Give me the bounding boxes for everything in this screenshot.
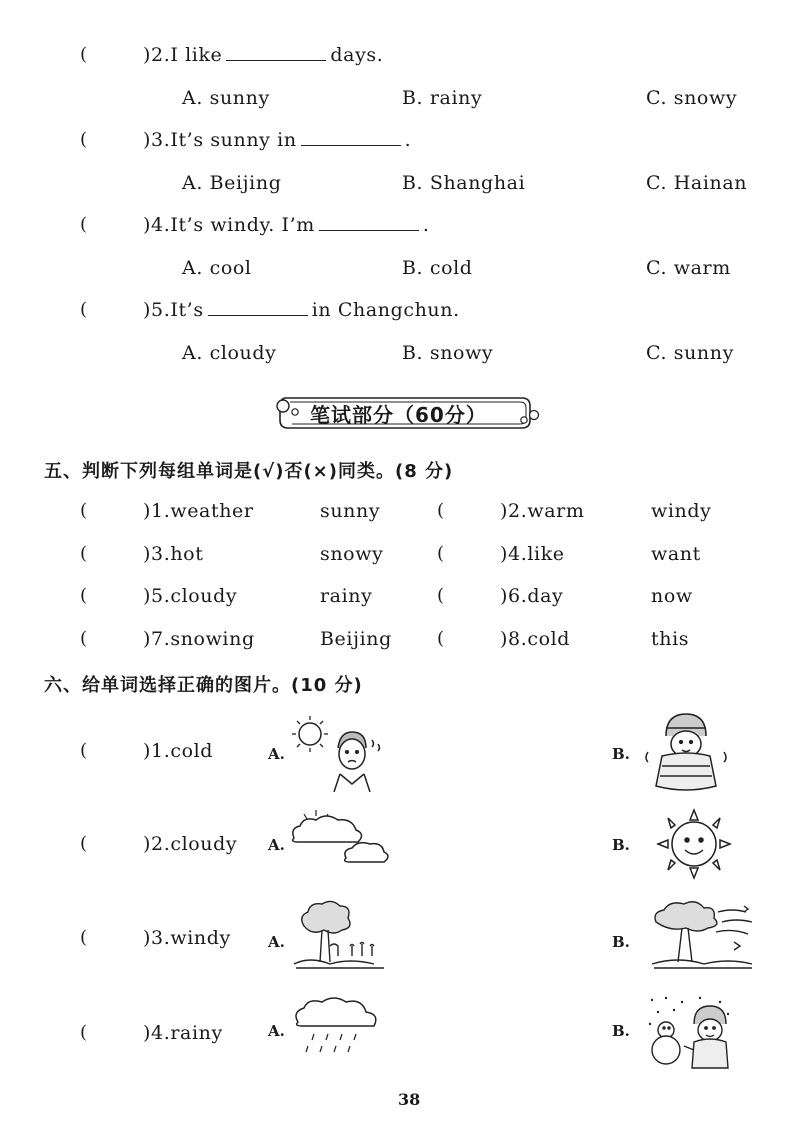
answer-blank[interactable] xyxy=(301,131,401,146)
question-text: It’s xyxy=(170,299,204,321)
choice-b-label[interactable]: B. xyxy=(612,745,630,763)
choice-a-label[interactable]: A. xyxy=(268,933,285,951)
choice-a-label[interactable]: A. xyxy=(268,1022,285,1040)
pair-right xyxy=(500,628,570,650)
pair-number: )3. xyxy=(143,543,171,565)
question-text-end: in Changchun. xyxy=(311,299,460,321)
question-text: It’s sunny in xyxy=(170,129,297,151)
answer-paren[interactable]: ( xyxy=(437,628,445,649)
calm-tree-icon[interactable] xyxy=(290,898,390,972)
pair-right xyxy=(500,585,563,607)
question-line xyxy=(143,44,383,66)
answer-paren[interactable]: ( xyxy=(80,1022,88,1043)
answer-paren[interactable]: ( xyxy=(80,44,88,65)
option-c: C. warm xyxy=(646,257,731,279)
question-line xyxy=(143,299,460,321)
pair-number: )8. xyxy=(500,628,528,650)
option-b: B. rainy xyxy=(402,87,483,109)
question-number: )4. xyxy=(143,1022,171,1044)
pair-number: )4. xyxy=(500,543,528,565)
answer-paren[interactable]: ( xyxy=(80,833,88,854)
question-text: It’s windy. I’m xyxy=(170,214,315,236)
answer-paren[interactable]: ( xyxy=(80,214,88,235)
pair-right xyxy=(500,500,584,522)
answer-paren[interactable]: ( xyxy=(437,543,445,564)
answer-blank[interactable] xyxy=(319,216,419,231)
option-a: A. cloudy xyxy=(182,342,277,364)
pair-word-1: like xyxy=(527,543,565,565)
rain-cloud-icon[interactable] xyxy=(290,994,386,1060)
option-c: C. sunny xyxy=(646,342,734,364)
answer-blank[interactable] xyxy=(226,46,326,61)
option-a: A. cool xyxy=(182,257,252,279)
answer-paren[interactable]: ( xyxy=(80,740,88,761)
pair-left xyxy=(143,628,255,650)
option-a: A. sunny xyxy=(182,87,270,109)
answer-paren[interactable]: ( xyxy=(80,585,88,606)
picture-question xyxy=(143,927,231,949)
sun-and-hot-man-icon[interactable] xyxy=(290,712,390,792)
pair-word-1: weather xyxy=(170,500,254,522)
pair-left xyxy=(143,500,254,522)
pair-right xyxy=(500,543,565,565)
pair-word-2: rainy xyxy=(320,585,373,607)
choice-a-label[interactable]: A. xyxy=(268,745,285,763)
pair-word-1: cold xyxy=(527,628,571,650)
answer-paren[interactable]: ( xyxy=(80,628,88,649)
smiling-sun-icon[interactable] xyxy=(654,806,734,882)
section6-heading: 六、给单词选择正确的图片。(10 分) xyxy=(44,675,363,696)
answer-paren[interactable]: ( xyxy=(437,585,445,606)
picture-question xyxy=(143,740,213,762)
pair-number: )7. xyxy=(143,628,171,650)
pair-number: )5. xyxy=(143,585,171,607)
question-word: cloudy xyxy=(170,833,238,855)
question-word: cold xyxy=(170,740,214,762)
pair-word-2: now xyxy=(651,585,693,607)
question-number: )5. xyxy=(143,299,171,321)
answer-paren[interactable]: ( xyxy=(437,500,445,521)
question-line xyxy=(143,214,430,236)
question-number: )2. xyxy=(143,833,171,855)
question-number: )3. xyxy=(143,927,171,949)
question-word: windy xyxy=(170,927,231,949)
answer-paren[interactable]: ( xyxy=(80,129,88,150)
question-number: )2. xyxy=(143,44,171,66)
answer-blank[interactable] xyxy=(208,301,308,316)
option-b: B. snowy xyxy=(402,342,494,364)
question-number: )3. xyxy=(143,129,171,151)
pair-word-2: sunny xyxy=(320,500,381,522)
page-number: 38 xyxy=(398,1090,421,1109)
choice-b-label[interactable]: B. xyxy=(612,836,630,854)
answer-paren[interactable]: ( xyxy=(80,299,88,320)
question-number: )1. xyxy=(143,740,171,762)
picture-question xyxy=(143,1022,223,1044)
pair-left xyxy=(143,543,203,565)
bundled-up-person-icon[interactable] xyxy=(640,706,732,796)
option-c: C. Hainan xyxy=(646,172,748,194)
snowman-child-icon[interactable] xyxy=(644,994,736,1074)
pair-number: )1. xyxy=(143,500,171,522)
picture-question xyxy=(143,833,237,855)
pair-word-1: hot xyxy=(170,543,204,565)
clouds-icon[interactable] xyxy=(286,808,394,870)
pair-number: )2. xyxy=(500,500,528,522)
pair-word-1: snowing xyxy=(170,628,255,650)
question-text-end: days. xyxy=(330,44,384,66)
pair-word-2: want xyxy=(651,543,701,565)
question-text-end: . xyxy=(422,214,430,236)
pair-word-1: warm xyxy=(527,500,585,522)
answer-paren[interactable]: ( xyxy=(80,927,88,948)
question-line xyxy=(143,129,411,151)
option-a: A. Beijing xyxy=(182,172,282,194)
pair-number: )6. xyxy=(500,585,528,607)
question-number: )4. xyxy=(143,214,171,236)
pair-word-2: this xyxy=(651,628,690,650)
answer-paren[interactable]: ( xyxy=(80,500,88,521)
pair-word-1: day xyxy=(527,585,564,607)
choice-a-label[interactable]: A. xyxy=(268,836,285,854)
choice-b-label[interactable]: B. xyxy=(612,1022,630,1040)
option-b: B. cold xyxy=(402,257,473,279)
question-text: I like xyxy=(170,44,223,66)
pair-word-2: snowy xyxy=(320,543,384,565)
question-word: rainy xyxy=(170,1022,223,1044)
answer-paren[interactable]: ( xyxy=(80,543,88,564)
pair-left xyxy=(143,585,237,607)
section-banner-title: 笔试部分（60分） xyxy=(310,403,487,427)
pair-word-2: Beijing xyxy=(320,628,392,650)
windblown-tree-icon[interactable] xyxy=(648,898,758,974)
pair-word-1: cloudy xyxy=(170,585,238,607)
pair-word-2: windy xyxy=(651,500,712,522)
section5-heading: 五、判断下列每组单词是(√)否(×)同类。(8 分) xyxy=(44,461,454,482)
option-c: C. snowy xyxy=(646,87,738,109)
question-text-end: . xyxy=(404,129,412,151)
choice-b-label[interactable]: B. xyxy=(612,933,630,951)
option-b: B. Shanghai xyxy=(402,172,526,194)
